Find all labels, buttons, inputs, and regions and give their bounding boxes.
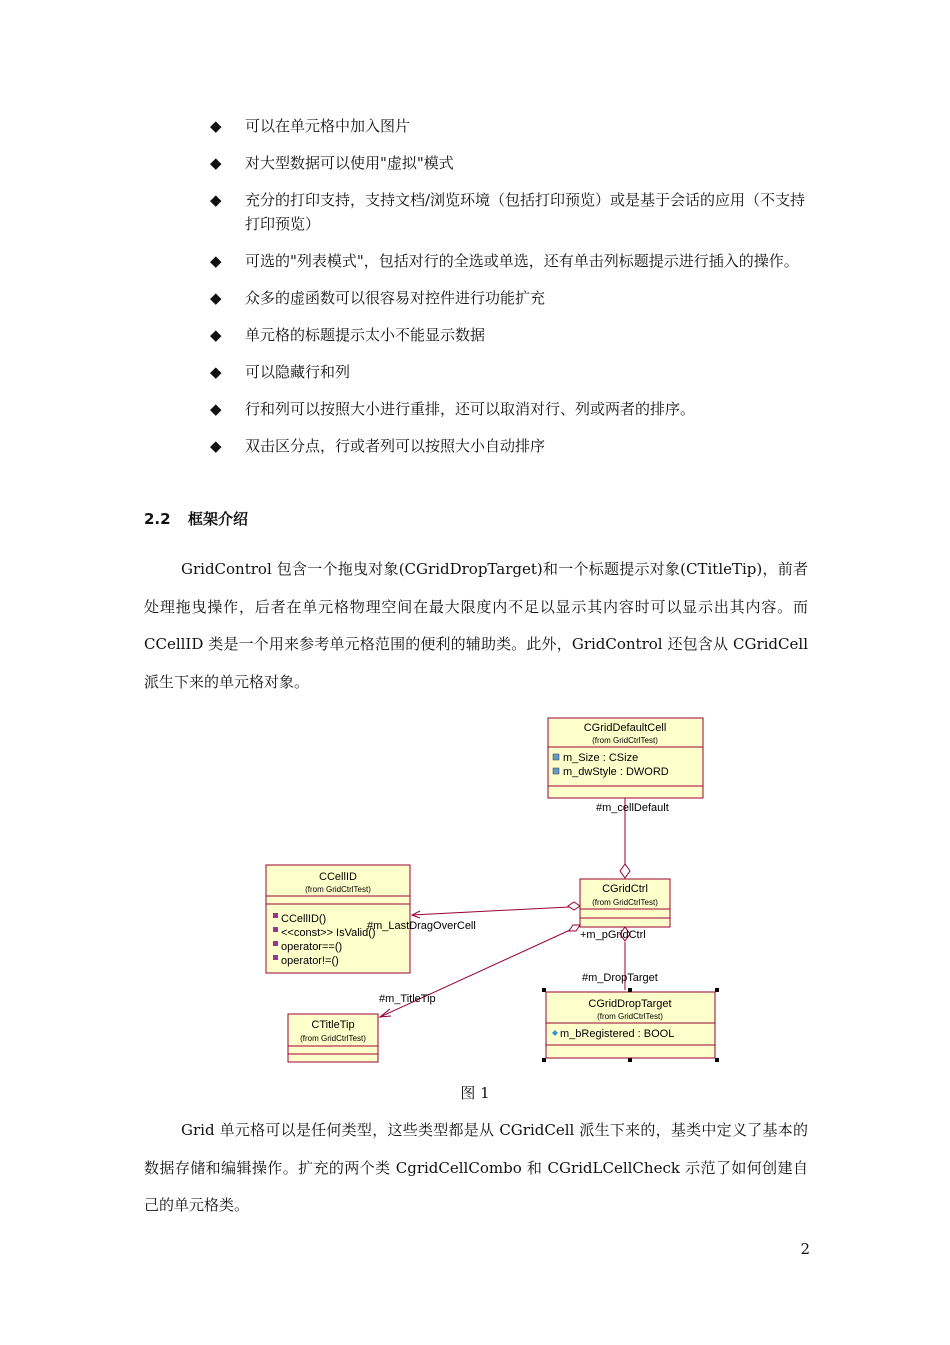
aggregation-diamond-icon [620,864,630,878]
role-label: #m_LastDragOverCell [367,920,476,932]
operation-icon [273,913,278,918]
aggregation-diamond-icon [568,902,580,910]
class-package: (from GridCtrlTest) [597,1012,663,1021]
class-cgriddroptarget [542,988,719,1062]
selection-handle [715,1058,719,1062]
class-package: (from GridCtrlTest) [592,898,658,907]
diamond-bullet-icon: ◆ [210,363,222,381]
selection-handle [542,988,546,992]
diamond-bullet-icon: ◆ [210,191,222,209]
role-label: #m_DropTarget [582,972,658,984]
section-number: 2.2 [144,510,171,528]
diamond-bullet-icon: ◆ [210,252,222,270]
cell-types-paragraph: Grid 单元格可以是任何类型，这些类型都是从 CGridCell 派生下来的，基类中定义了基本的数据存储和编辑操作。扩充的两个类 CgridCellCombo 和 CGridLCellCheck 示范了如何创建自己的单元格类。 [144,1121,808,1214]
class-name: CGridDefaultCell [583,722,667,734]
class-name: CCellID [319,871,357,883]
attribute-icon [553,754,559,760]
attribute: m_bRegistered : BOOL [560,1028,675,1040]
class-name: CGridDropTarget [588,998,672,1010]
bullet-item: ◆ 可以在单元格中加入图片 [210,114,810,138]
bullet-item: ◆ 双击区分点，行或者列可以按照大小自动排序 [210,434,810,458]
section-heading [144,508,248,529]
class-name: CGridCtrl [602,883,648,895]
intro-paragraph: GridControl 包含一个拖曳对象(CGridDropTarget)和一个标题提示对象(CTitleTip)，前者处理拖曳操作，后者在单元格物理空间在最大限度内不足以显示其内容时可以显示出其内容。而 CCellID 类是一个用来参考单元格范围的便利的辅助类。此外，GridControl 还包含从 CGridCell 派生下来的单元格对象。 [144,560,808,691]
diamond-bullet-icon: ◆ [210,289,222,307]
role-label: +m_pGridCtrl [580,929,646,941]
attribute: m_Size : CSize [563,752,639,764]
role-label: #m_cellDefault [596,802,669,814]
class-ctitletip [288,1014,378,1062]
aggregation-diamond-icon [569,925,580,931]
operation-icon [273,955,278,960]
figure-caption: 图 1 [460,1084,490,1102]
class-package: (from GridCtrlTest) [300,1034,366,1043]
diamond-bullet-icon: ◆ [210,437,222,455]
class-cgriddefaultcell [548,718,703,798]
bullet-item: ◆ 可选的"列表模式"，包括对行的全选或单选，还有单击列标题提示进行插入的操作。 [210,249,810,273]
operation: operator!=() [281,955,339,967]
diamond-bullet-icon: ◆ [210,326,222,344]
page-number: 2 [800,1240,810,1258]
diamond-bullet-icon: ◆ [210,117,222,135]
role-label: #m_TitleTip [379,993,436,1005]
bullet-item: ◆ 众多的虚函数可以很容易对控件进行功能扩充 [210,286,810,310]
attribute: m_dwStyle : DWORD [563,766,669,778]
uml-class-diagram [255,712,735,1072]
selection-handle [628,988,632,992]
attribute-icon [553,768,559,774]
diamond-bullet-icon: ◆ [210,154,222,172]
class-name: CTitleTip [311,1019,355,1031]
bullet-item: ◆ 行和列可以按照大小进行重排，还可以取消对行、列或两者的排序。 [210,397,810,421]
operation: operator==() [281,941,343,953]
section-title: 框架介绍 [188,510,249,528]
operation-icon [273,941,278,946]
bullet-item: ◆ 对大型数据可以使用"虚拟"模式 [210,151,810,175]
association-lastdrag [412,907,569,915]
class-package: (from GridCtrlTest) [305,885,371,894]
diamond-bullet-icon: ◆ [210,400,222,418]
bullet-item: ◆ 单元格的标题提示太小不能显示数据 [210,323,810,347]
operation-icon [273,927,278,932]
operation: CCellID() [281,913,327,925]
selection-handle [542,1058,546,1062]
bullet-item: ◆ 充分的打印支持，支持文档/浏览环境（包括打印预览）或是基于会话的应用（不支持打印预览） [210,188,810,236]
selection-handle [715,988,719,992]
selection-handle [628,1058,632,1062]
operation: <<const>> IsValid() [281,927,376,939]
class-ccellid [266,865,410,973]
class-cgridctrl [580,879,670,927]
feature-bullet-list [210,114,810,471]
class-package: (from GridCtrlTest) [592,736,658,745]
bullet-item: ◆ 可以隐藏行和列 [210,360,810,384]
